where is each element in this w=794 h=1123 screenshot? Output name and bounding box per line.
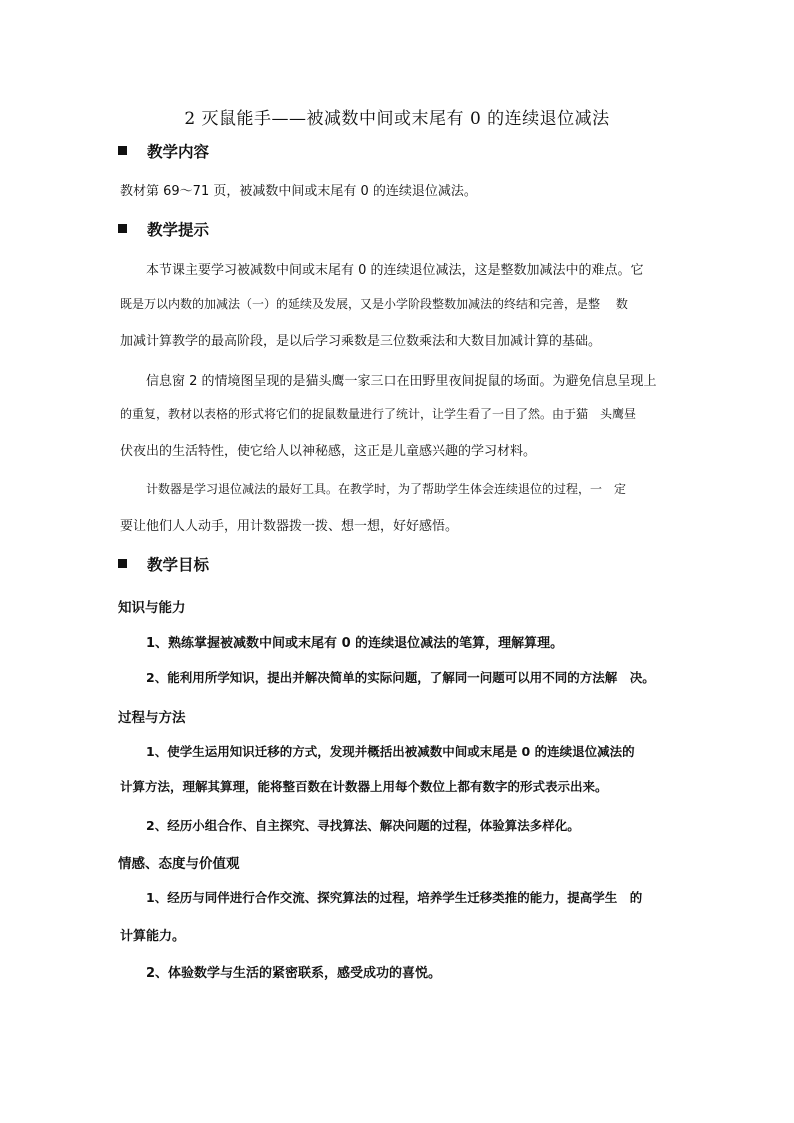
goals-process-label: 过程与方法 (118, 710, 186, 726)
hints-line: 伏夜出的生活特性，使它给人以神秘感，这正是儿童感兴趣的学习材料。 (120, 444, 537, 459)
section-heading-content: 教学内容 (118, 140, 209, 162)
bullet-square-icon (118, 224, 127, 233)
hints-line: 本节课主要学习被减数中间或末尾有 0 的连续退位减法，这是整数加减法中的难点。它 (146, 263, 644, 278)
goals-emotion-line: 2、体验数学与生活的紧密联系，感受成功的喜悦。 (146, 966, 442, 981)
goals-emotion-line: 1、经历与同伴进行合作交流、探究算法的过程，培养学生迁移类推的能力，提高学生 的 (146, 890, 643, 905)
section-heading-hints: 教学提示 (118, 218, 209, 240)
bullet-square-icon (118, 559, 127, 568)
hints-line: 的重复，教材以表格的形式将它们的捉鼠数量进行了统计，让学生看了一目了然。由于猫 头鹰昼 (120, 407, 637, 421)
goals-knowledge-label: 知识与能力 (118, 600, 186, 616)
hints-line: 加减计算教学的最高阶段，是以后学习乘数是三位数乘法和大数目加减计算的基础。 (120, 334, 602, 349)
goals-emotion-line: 计算能力。 (120, 929, 186, 944)
goals-process-line: 1、使学生运用知识迁移的方式，发现并概括出被减数中间或末尾是 0 的连续退位减法的 (146, 744, 635, 759)
hints-line: 信息窗 2 的情境图呈现的是猫头鹰一家三口在田野里夜间捉鼠的场面。为避免信息呈现上 (146, 374, 657, 389)
goals-emotion-label: 情感、态度与价值观 (118, 856, 240, 872)
bullet-square-icon (118, 146, 127, 155)
goals-knowledge-line: 1、熟练掌握被减数中间或末尾有 0 的连续退位减法的笔算，理解算理。 (146, 636, 564, 651)
hints-line: 要让他们人人动手，用计数器拨一拨、想一想，好好感悟。 (120, 519, 459, 534)
goals-process-line: 2、经历小组合作、自主探究、寻找算法、解决问题的过程，体验算法多样化。 (146, 818, 580, 833)
goals-knowledge-line: 2、能利用所学知识，提出并解决简单的实际问题，了解同一问题可以用不同的方法解 决。 (146, 670, 655, 685)
hints-line: 既是万以内数的加减法（一）的延续及发展，又是小学阶段整数加减法的终结和完善，是整 数 (120, 297, 628, 311)
hints-line: 计数器是学习退位减法的最好工具。在教学时，为了帮助学生体会连续退位的过程，一 定 (146, 482, 627, 496)
section-heading-goals: 教学目标 (118, 553, 209, 575)
page-title: 2 灭鼠能手——被减数中间或末尾有 0 的连续退位减法 (184, 109, 610, 129)
content-text: 教材第 69～71 页，被减数中间或末尾有 0 的连续退位减法。 (120, 184, 477, 199)
goals-process-line: 计算方法，理解其算理，能将整百数在计数器上用每个数位上都有数字的形式表示出来。 (120, 779, 608, 794)
